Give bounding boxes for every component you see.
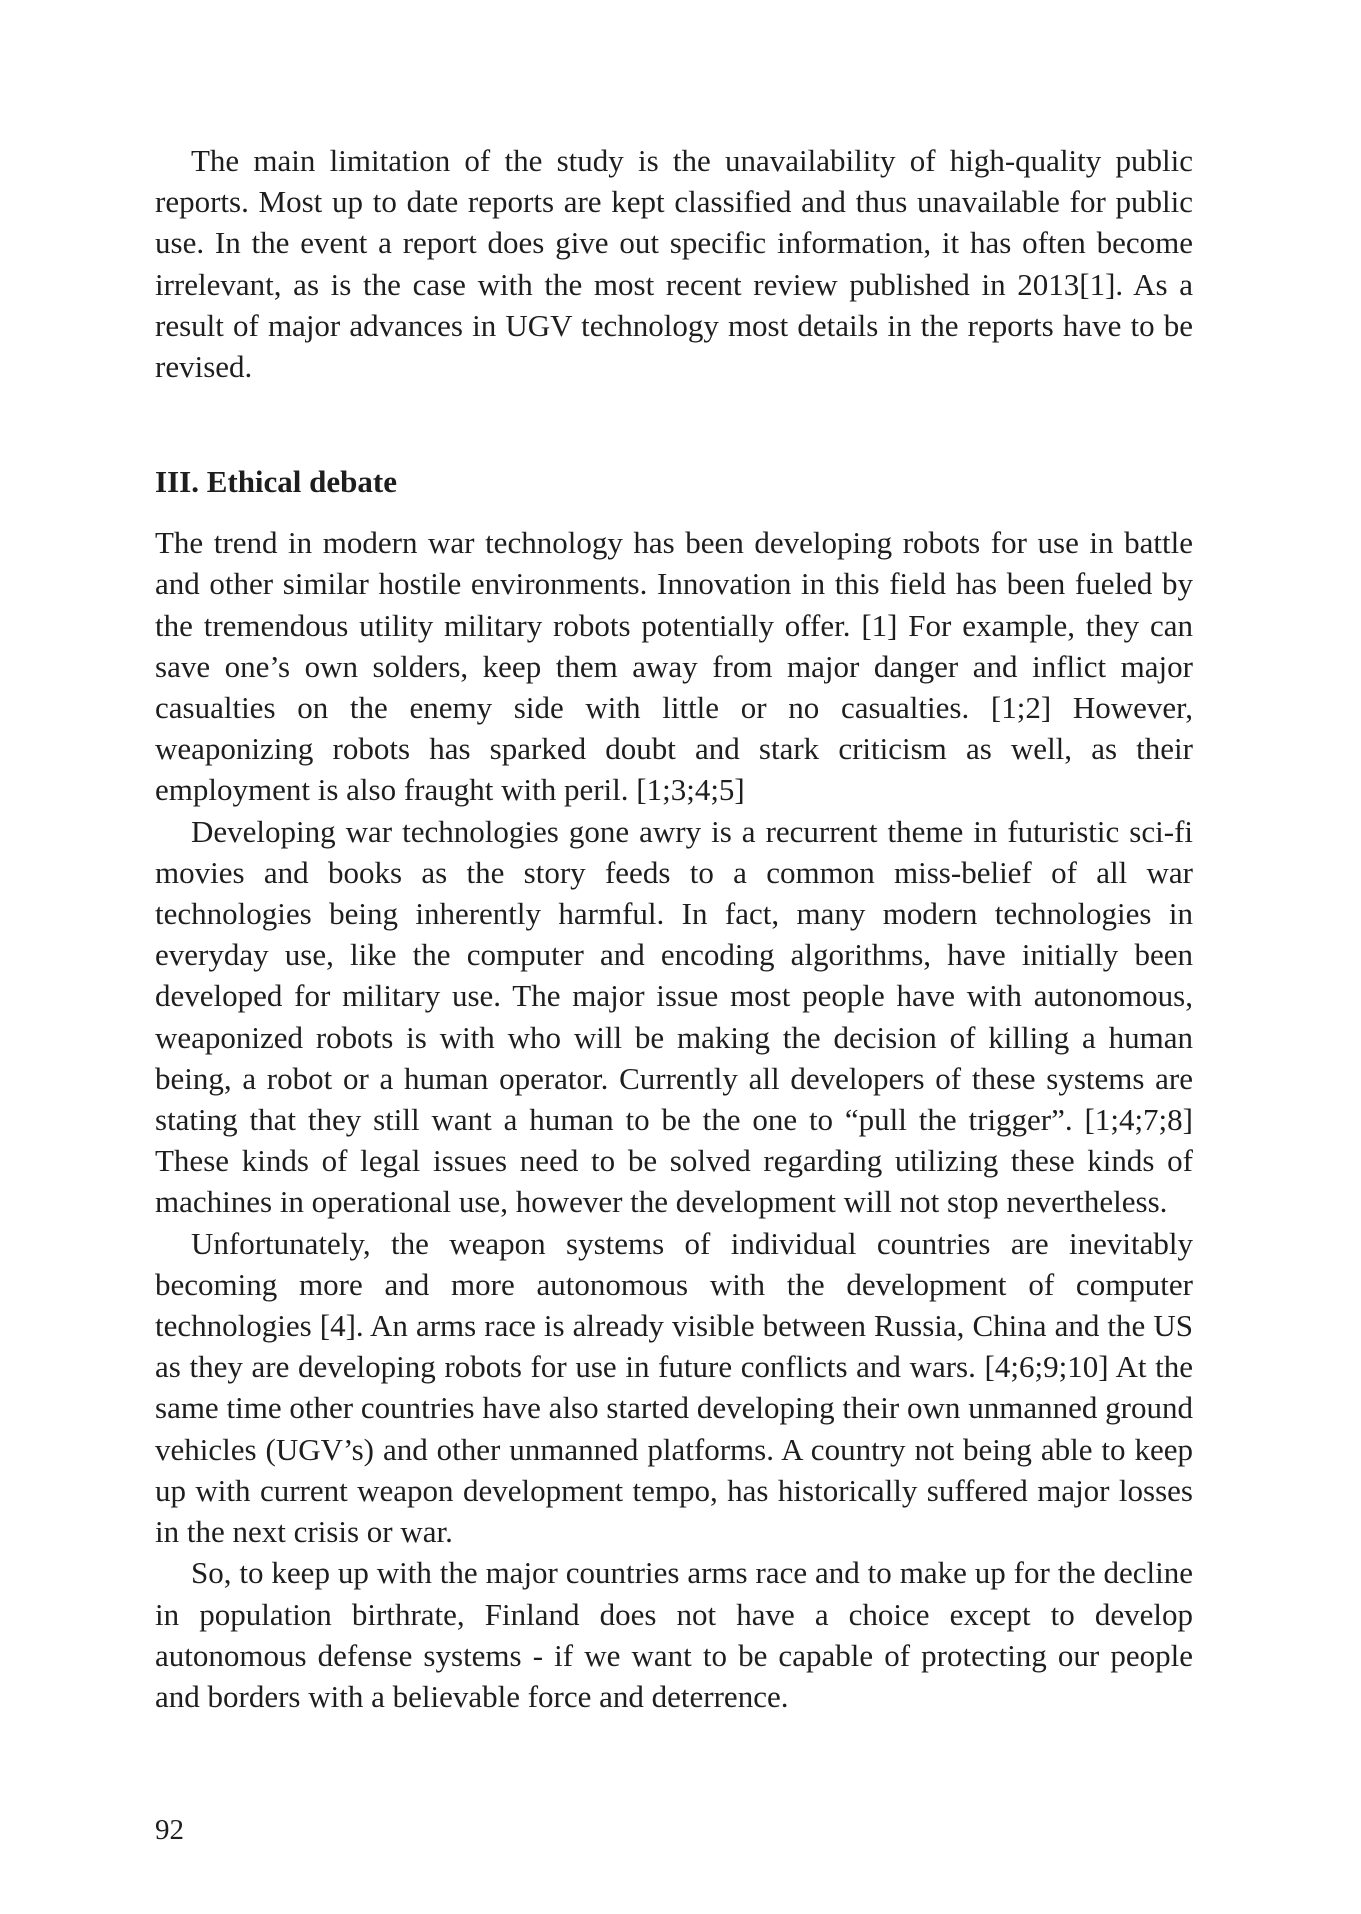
body-paragraph-4: So, to keep up with the major countries arms race and to make up for the decline in population birthrate, Finland does not have a choice except to develop autonomous defense systems - if we want to be capable of protecting our people and borders with a believable force and deterrence.	[155, 1555, 1193, 1714]
body-paragraph-3: Unfortunately, the weapon systems of individual countries are inevitably becoming more and more autonomous with the development of computer technologies [4]. An arms race is already visible between Russia, China and the US as they are developing robots for use in future conflicts and wars. [4;6;9;10] At the same time other countries have also started developing their own unmanned ground vehicles (UGV’s) and other unmanned platforms. A country not being able to keep up with current weapon development tempo, has historically suffered major losses in the next crisis or war.	[155, 1225, 1193, 1550]
page-number: 92	[155, 1814, 184, 1846]
body-paragraph-2: Developing war technologies gone awry is a recurrent theme in futuristic sci-fi movies and books as the story feeds to a common miss-belief of all war technologies being inherently harmful. In fact, many modern technologies in everyday use, like the computer and encoding algorithms, have initially been developed for military use. The major issue most people have with autonomous, weaponized robots is with who will be making the decision of killing a human being, a robot or a human operator. Currently all developers of these systems are stating that they still want a human to be the one to “pull the trigger”. [1;4;7;8] These kinds of legal issues need to be solved regarding utilizing these kinds of machines in operational use, however the development will not stop nevertheless.	[155, 813, 1193, 1220]
body-paragraph-1: The trend in modern war technology has been developing robots for use in battle and other similar hostile environments. Innovation in this field has been fueled by the tremendous utility military robots potentially offer. [1] For example, they can save one’s own solders, keep them away from major danger and inflict major casualties on the enemy side with little or no casualties. [1;2] However, weaponizing robots has sparked doubt and stark criticism as well, as their employment is also fraught with peril. [1;3;4;5]	[155, 525, 1193, 808]
document-page	[155, 140, 1193, 1717]
section-heading: III. Ethical debate	[155, 464, 397, 500]
intro-paragraph: The main limitation of the study is the unavailability of high-quality public reports. Most up to date reports are kept classified and thus unavailable for public use. In the event a report does give out specific information, it has often become irrelevant, as is the case with the most recent review published in 2013[1]. As a result of major advances in UGV technology most details in the reports have to be revised.	[155, 143, 1193, 385]
